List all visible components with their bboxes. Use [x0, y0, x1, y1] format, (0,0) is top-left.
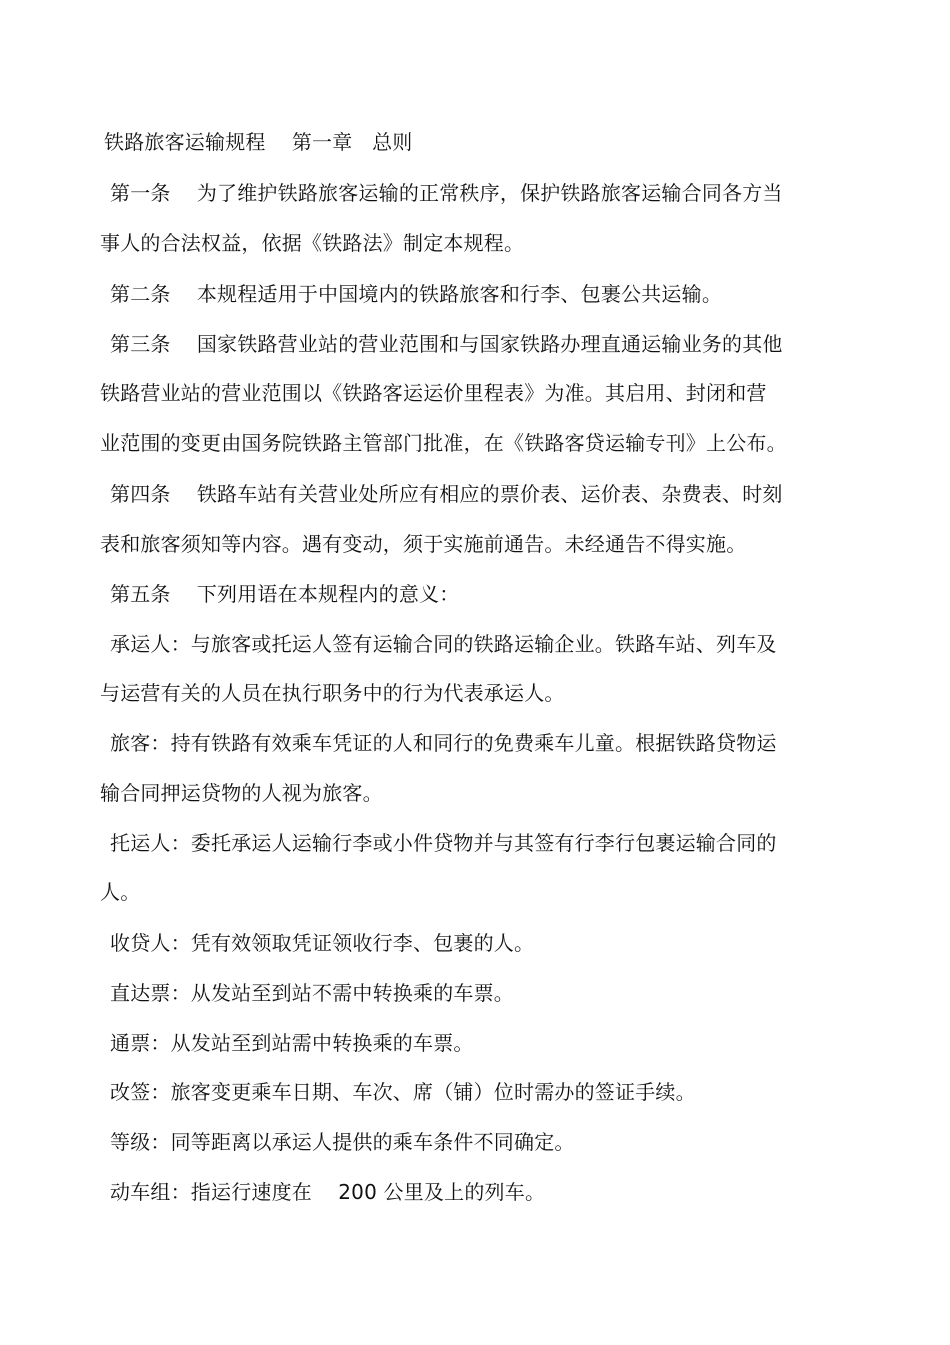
article-1-line-2: 事人的合法权益，依据《铁路法》制定本规程。	[100, 231, 525, 255]
definition-passenger-line-1: 旅客：持有铁路有效乘车凭证的人和同行的免费乘车儿童。根据铁路贷物运	[110, 731, 777, 755]
definition-carrier-line-1: 承运人：与旅客或托运人签有运输合同的铁路运输企业。铁路车站、列车及	[110, 632, 777, 656]
definition-direct-ticket: 直达票：从发站至到站不需中转换乘的车票。	[110, 981, 514, 1005]
definition-class: 等级：同等距离以承运人提供的乘车条件不同确定。	[110, 1130, 575, 1154]
definition-through-ticket: 通票：从发站至到站需中转换乘的车票。	[110, 1031, 474, 1055]
definition-emu: 动车组：指运行速度在 200 公里及上的列车。	[110, 1180, 546, 1204]
article-3-line-1: 第三条 国家铁路营业站的营业范围和与国家铁路办理直通运输业务的其他	[110, 332, 783, 356]
definition-shipper-line-2: 人。	[100, 880, 141, 904]
article-4-line-2: 表和旅客须知等内容。遇有变动，须于实施前通告。未经通告不得实施。	[100, 532, 747, 556]
definition-passenger-line-2: 输合同押运贷物的人视为旅客。	[100, 781, 383, 805]
article-3-line-3: 业范围的变更由国务院铁路主管部门批准，在《铁路客贷运输专刊》上公布。	[100, 431, 787, 455]
definition-carrier-line-2: 与运营有关的人员在执行职务中的行为代表承运人。	[100, 681, 565, 705]
definition-rebooking: 改签：旅客变更乘车日期、车次、席（铺）位时需办的签证手续。	[110, 1080, 696, 1104]
document-title: 铁路旅客运输规程 第一章 总则	[104, 130, 413, 154]
article-2-line-1: 第二条 本规程适用于中国境内的铁路旅客和行李、包裹公共运输。	[110, 282, 723, 306]
article-1-line-1: 第一条 为了维护铁路旅客运输的正常秩序，保护铁路旅客运输合同各方当	[110, 181, 783, 205]
definition-consignee: 收贷人：凭有效领取凭证领收行李、包裹的人。	[110, 931, 535, 955]
definition-shipper-line-1: 托运人：委托承运人运输行李或小件贷物并与其签有行李行包裹运输合同的	[110, 831, 777, 855]
article-3-line-2: 铁路营业站的营业范围以《铁路客运运价里程表》为准。其启用、封闭和营	[100, 381, 767, 405]
article-5-line-1: 第五条 下列用语在本规程内的意义：	[110, 582, 460, 606]
article-4-line-1: 第四条 铁路车站有关营业处所应有相应的票价表、运价表、杂费表、时刻	[110, 482, 783, 506]
